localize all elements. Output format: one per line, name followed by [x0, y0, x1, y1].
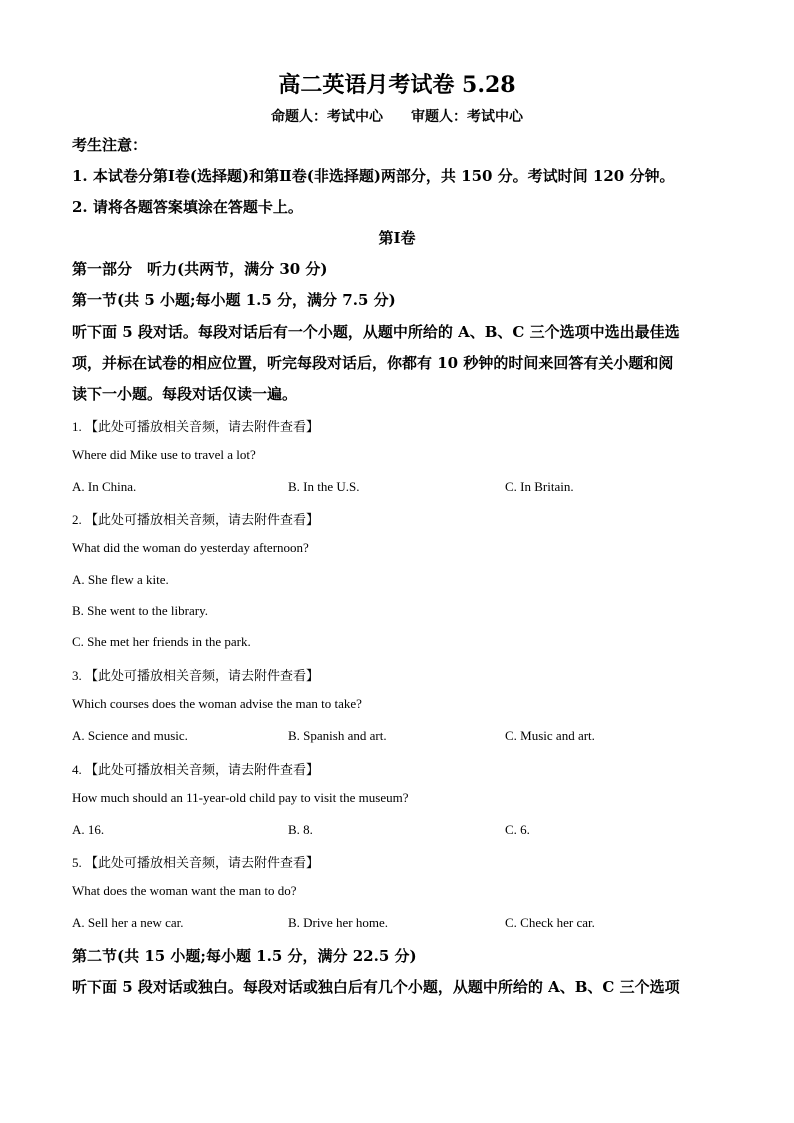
question-4-audio-link[interactable]: 4. 【此处可播放相关音频，请去附件查看】: [72, 762, 320, 777]
question-5-text: What does the woman want the man to do?: [72, 883, 297, 898]
notice-heading: 考生注意：: [72, 136, 148, 154]
section1-heading: 第一节(共 5 小题;每小题 1.5 分，满分 7.5 分): [72, 291, 396, 309]
question-4-option-c: C. 6.: [505, 822, 530, 837]
question-3-option-b: B. Spanish and art.: [288, 728, 387, 743]
question-3-text: Which courses does the woman advise the man to take?: [72, 696, 362, 711]
section2-instruction-line1: 听下面 5 段对话或独白。每段对话或独白后有几个小题，从题中所给的 A、B、C 三个选项: [72, 978, 680, 996]
question-4-option-a: A. 16.: [72, 822, 105, 837]
question-2-option-c: C. She met her friends in the park.: [72, 634, 251, 649]
question-1-text: Where did Mike use to travel a lot?: [72, 447, 256, 462]
question-2-option-a: A. She flew a kite.: [72, 572, 169, 587]
question-2-option-b: B. She went to the library.: [72, 603, 208, 618]
setter: 命题人：考试中心: [271, 109, 383, 125]
question-5-option-a: A. Sell her a new car.: [72, 915, 184, 930]
notice-item-1: 1. 本试卷分第Ⅰ卷(选择题)和第Ⅱ卷(非选择题)两部分，共 150 分。考试时间 120 分钟。: [72, 167, 675, 185]
section1-instruction-line1: 听下面 5 段对话。每段对话后有一个小题，从题中所给的 A、B、C 三个选项中选出最佳选: [72, 323, 680, 341]
question-4-text: How much should an 11-year-old child pay to visit the museum?: [72, 790, 409, 805]
question-3-audio-link[interactable]: 3. 【此处可播放相关音频，请去附件查看】: [72, 668, 320, 683]
question-3-option-a: A. Science and music.: [72, 728, 188, 743]
question-3-option-c: C. Music and art.: [505, 728, 595, 743]
question-2-audio-link[interactable]: 2. 【此处可播放相关音频，请去附件查看】: [72, 512, 320, 527]
question-1-option-a: A. In China.: [72, 479, 137, 494]
question-2-text: What did the woman do yesterday afternoon?: [72, 540, 309, 555]
question-1-option-c: C. In Britain.: [505, 479, 574, 494]
reviewer: 审题人：考试中心: [411, 109, 523, 125]
question-1-option-b: B. In the U.S.: [288, 479, 360, 494]
exam-title: 高二英语月考试卷 5.28: [278, 72, 516, 98]
section1-instruction-line2: 项，并标在试卷的相应位置，听完每段对话后，你都有 10 秒钟的时间来回答有关小题和阅: [72, 354, 674, 372]
part1-heading: 第一部分 听力(共两节，满分 30 分): [72, 260, 328, 278]
question-5-option-b: B. Drive her home.: [288, 915, 389, 930]
section1-instruction-line3: 读下一小题。每段对话仅读一遍。: [72, 385, 298, 403]
author-line: [0, 106, 794, 126]
question-5-audio-link[interactable]: 5. 【此处可播放相关音频，请去附件查看】: [72, 855, 320, 870]
volume-heading: 第Ⅰ卷: [378, 229, 416, 247]
question-4-option-b: B. 8.: [288, 822, 313, 837]
question-1-audio-link[interactable]: 1. 【此处可播放相关音频，请去附件查看】: [72, 419, 320, 434]
question-5-option-c: C. Check her car.: [505, 915, 595, 930]
section2-heading: 第二节(共 15 小题;每小题 1.5 分，满分 22.5 分): [72, 947, 417, 965]
notice-item-2: 2. 请将各题答案填涂在答题卡上。: [72, 198, 303, 216]
